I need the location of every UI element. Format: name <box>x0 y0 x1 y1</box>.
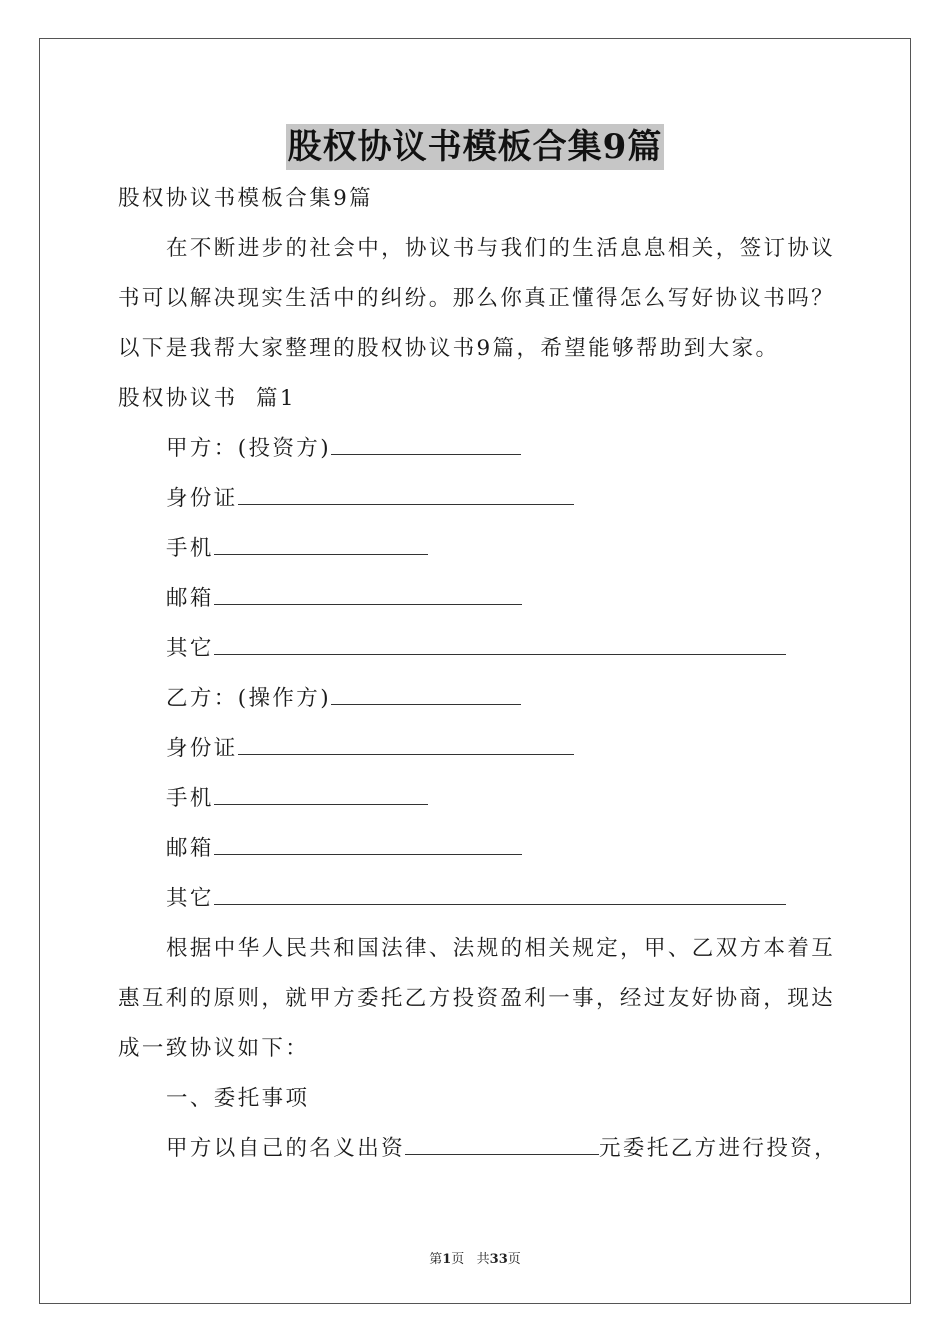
intro-line-2: 书可以解决现实生活中的纠纷。那么你真正懂得怎么写好协议书吗？ <box>118 286 836 311</box>
party-a-phone-row <box>166 534 428 564</box>
footer-suffix: 页 <box>507 1252 521 1267</box>
footer-prefix: 第 <box>429 1252 443 1267</box>
document-subtitle: 股权协议书模板合集9篇 <box>118 186 374 211</box>
intro-line-3: 以下是我帮大家整理的股权协议书9篇，希望能够帮助到大家。 <box>118 336 780 361</box>
section-heading: 股权协议书 篇1 <box>118 386 296 411</box>
clause-text-row <box>166 1134 838 1164</box>
party-a-email-row <box>166 584 522 614</box>
party-b-id-row <box>166 734 574 764</box>
clause-text-b: 元委托乙方进行投资， <box>599 1136 839 1161</box>
preamble-line-3: 成一致协议如下： <box>118 1036 310 1061</box>
party-a-other-blank[interactable] <box>214 634 786 655</box>
party-b-id-blank[interactable] <box>238 734 574 755</box>
party-a-phone-label: 手机 <box>166 536 214 561</box>
party-b-phone-label: 手机 <box>166 786 214 811</box>
amount-blank[interactable] <box>405 1134 599 1155</box>
page-number: 1 <box>442 1252 452 1267</box>
party-b-blank[interactable] <box>331 684 521 705</box>
party-b-id-label: 身份证 <box>166 736 238 761</box>
party-a-email-label: 邮箱 <box>166 586 214 611</box>
preamble-line-2: 惠互利的原则，就甲方委托乙方投资盈利一事，经过友好协商，现达 <box>118 986 836 1011</box>
party-a-id-label: 身份证 <box>166 486 238 511</box>
party-b-other-row <box>166 884 786 914</box>
clause-heading: 一、委托事项 <box>166 1086 310 1111</box>
party-b-email-label: 邮箱 <box>166 836 214 861</box>
party-a-phone-blank[interactable] <box>214 534 428 555</box>
party-a-id-blank[interactable] <box>238 484 574 505</box>
party-b-label: 乙方：(操作方) <box>166 686 331 711</box>
party-b-email-blank[interactable] <box>214 834 522 855</box>
preamble-line-1: 根据中华人民共和国法律、法规的相关规定，甲、乙双方本着互 <box>166 936 836 961</box>
party-b-row <box>166 684 521 714</box>
party-b-other-blank[interactable] <box>214 884 786 905</box>
party-a-email-blank[interactable] <box>214 584 522 605</box>
party-b-email-row <box>166 834 522 864</box>
clause-text-a: 甲方以自己的名义出资 <box>166 1136 406 1161</box>
party-a-other-row <box>166 634 786 664</box>
party-a-label: 甲方：(投资方) <box>166 436 331 461</box>
party-a-blank[interactable] <box>331 434 521 455</box>
title-container <box>0 124 950 170</box>
party-a-row <box>166 434 521 464</box>
party-b-phone-blank[interactable] <box>214 784 428 805</box>
footer-mid: 页 共 <box>451 1252 490 1267</box>
total-pages: 33 <box>489 1252 508 1267</box>
party-a-other-label: 其它 <box>166 636 214 661</box>
page-footer <box>0 1248 950 1267</box>
intro-line-1: 在不断进步的社会中，协议书与我们的生活息息相关，签订协议 <box>166 236 836 261</box>
party-a-id-row <box>166 484 574 514</box>
page-border <box>39 38 911 1304</box>
party-b-phone-row <box>166 784 428 814</box>
party-b-other-label: 其它 <box>166 886 214 911</box>
document-title: 股权协议书模板合集9篇 <box>286 124 665 170</box>
